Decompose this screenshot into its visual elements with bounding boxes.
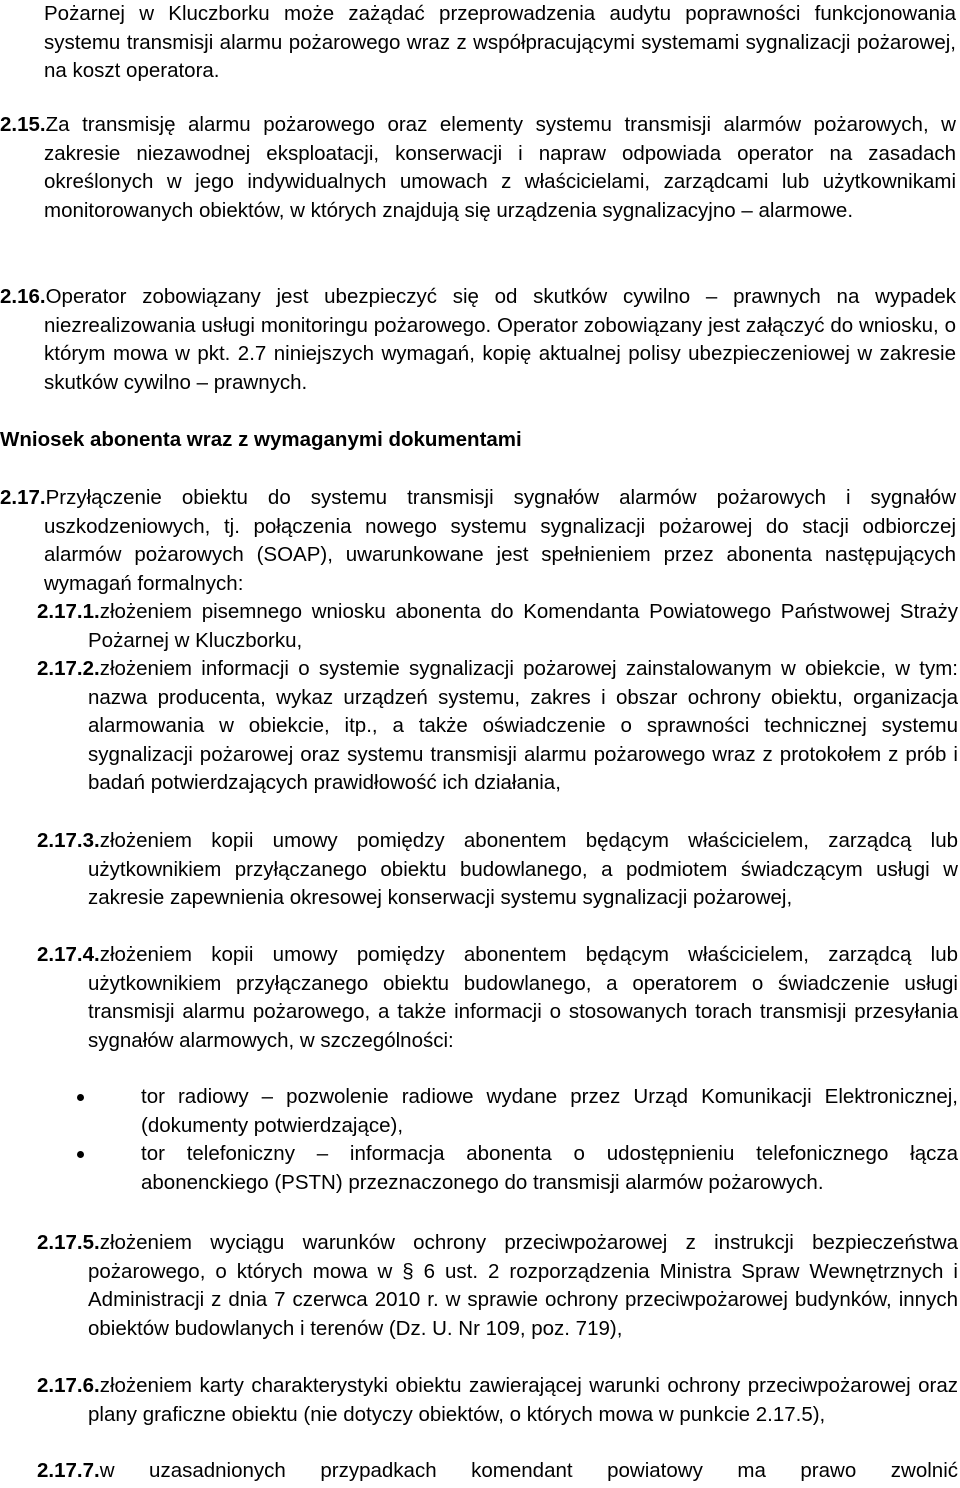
- list-item: [37, 1083, 958, 1140]
- bullet-list: [37, 1083, 958, 1197]
- subsection-number: 2.17.6.: [37, 1374, 100, 1397]
- section-text: Za transmisję alarmu pożarowego oraz elementy systemu transmisji alarmów pożarowych, w zakresie niezawodnej eksploatacji, konserwacji i napraw odpowiada operator na zasadach określonych w jego indywidualnych umowach z właścicielami, zarządcami lub użytkownikami monitorowanych obiektów, w których znajdują się urządzenia sygnalizacyjno – alarmowe.: [44, 113, 956, 222]
- subsection-text: złożeniem karty charakterystyki obiektu zawierającej warunki ochrony przeciwpożarowej oraz plany graficzne obiektu (nie dotyczy obiektów, o których mowa w punkcie 2.17.5),: [88, 1374, 958, 1426]
- subsection-number: 2.17.2.: [37, 657, 100, 680]
- subsection-text: w uzasadnionych przypadkach komendant powiatowy ma prawo zwolnić: [99, 1459, 958, 1482]
- section-heading: Wniosek abonenta wraz z wymaganymi dokumentami: [0, 428, 522, 451]
- subsection-text: złożeniem pisemnego wniosku abonenta do Komendanta Powiatowego Państwowej Straży Pożarnej w Kluczborku,: [88, 600, 958, 652]
- subsection-2-17-1: [37, 598, 958, 655]
- section-text: Przyłączenie obiektu do systemu transmisji sygnałów alarmów pożarowych i sygnałów uszkodzeniowych, tj. połączenia nowego systemu sygnalizacji pożarowej do stacji odbiorczej alarmów pożarowych (SOAP), uwarunkowane jest spełnieniem przez abonenta następujących wymagań formalnych:: [44, 486, 956, 595]
- subsection-number: 2.17.1.: [37, 600, 100, 623]
- subsection-2-17-4: [37, 941, 958, 1055]
- section-number: 2.15.: [0, 113, 46, 136]
- subsection-2-17-2: [37, 655, 958, 798]
- bullet-icon: [77, 1151, 84, 1158]
- subsection-number: 2.17.7.: [37, 1459, 100, 1482]
- subsection-number: 2.17.4.: [37, 943, 100, 966]
- subsection-2-17-6: [37, 1372, 958, 1429]
- section-2-15: [0, 111, 956, 225]
- section-text: Operator zobowiązany jest ubezpieczyć się od skutków cywilno – prawnych na wypadek niezrealizowania usługi monitoringu pożarowego. Operator zobowiązany jest załączyć do wniosku, o którym mowa w pkt. 2.7 niniejszych wymagań, kopię aktualnej polisy ubezpieczeniowej w zakresie skutków cywilno – prawnych.: [44, 285, 956, 394]
- intro-text: Pożarnej w Kluczborku może zażądać przeprowadzenia audytu poprawności funkcjonowania systemu transmisji alarmu pożarowego wraz z współpracującymi systemami sygnalizacji pożarowej, na koszt operatora.: [44, 2, 956, 83]
- subsection-number: 2.17.5.: [37, 1231, 100, 1254]
- subsection-2-17-7: [37, 1457, 958, 1486]
- subsection-text: złożeniem informacji o systemie sygnalizacji pożarowej zainstalowanym w obiekcie, w tym: nazwa producenta, wykaz urządzeń systemu, zakres i obszar ochrony obiektu, organizacja alarmowania w obiekcie, itp., a także oświadczenie o sprawności technicznej systemu sygnalizacji pożarowej oraz systemu transmisji alarmu pożarowego wraz z protokołem z prób i badań potwierdzających prawidłowość ich działania,: [88, 657, 958, 795]
- subsection-2-17-3: [37, 827, 958, 913]
- intro-paragraph: [44, 0, 956, 86]
- bullet-icon: [77, 1094, 84, 1101]
- list-item-text: tor telefoniczny – informacja abonenta o udostępnieniu telefonicznego łącza abonenckiego (PSTN) przeznaczonego do transmisji alarmów pożarowych.: [141, 1142, 958, 1194]
- subsection-2-17-5: [37, 1229, 958, 1343]
- section-number: 2.16.: [0, 285, 46, 308]
- section-2-17: [0, 484, 956, 598]
- section-number: 2.17.: [0, 486, 46, 509]
- subsection-text: złożeniem kopii umowy pomiędzy abonentem będącym właścicielem, zarządcą lub użytkownikiem przyłączanego obiektu budowlanego, a operatorem o świadczenie usługi transmisji alarmu pożarowego, a także informacji o stosowanych torach transmisji przesyłania sygnałów alarmowych, w szczególności:: [88, 943, 958, 1052]
- list-item: [37, 1140, 958, 1197]
- section-2-16: [0, 283, 956, 397]
- list-item-text: tor radiowy – pozwolenie radiowe wydane przez Urząd Komunikacji Elektronicznej, (dokumenty potwierdzające),: [141, 1085, 958, 1137]
- subsection-text: złożeniem kopii umowy pomiędzy abonentem będącym właścicielem, zarządcą lub użytkownikiem przyłączanego obiektu budowlanego, a podmiotem świadczącym usługi w zakresie zapewnienia okresowej konserwacji systemu sygnalizacji pożarowej,: [88, 829, 958, 910]
- subsection-text: złożeniem wyciągu warunków ochrony przeciwpożarowej z instrukcji bezpieczeństwa pożarowego, o których mowa w § 6 ust. 2 rozporządzenia Ministra Spraw Wewnętrznych i Administracji z dnia 7 czerwca 2010 r. w sprawie ochrony przeciwpożarowej budynków, innych obiektów budowlanych i terenów (Dz. U. Nr 109, poz. 719),: [88, 1231, 958, 1340]
- subsection-number: 2.17.3.: [37, 829, 100, 852]
